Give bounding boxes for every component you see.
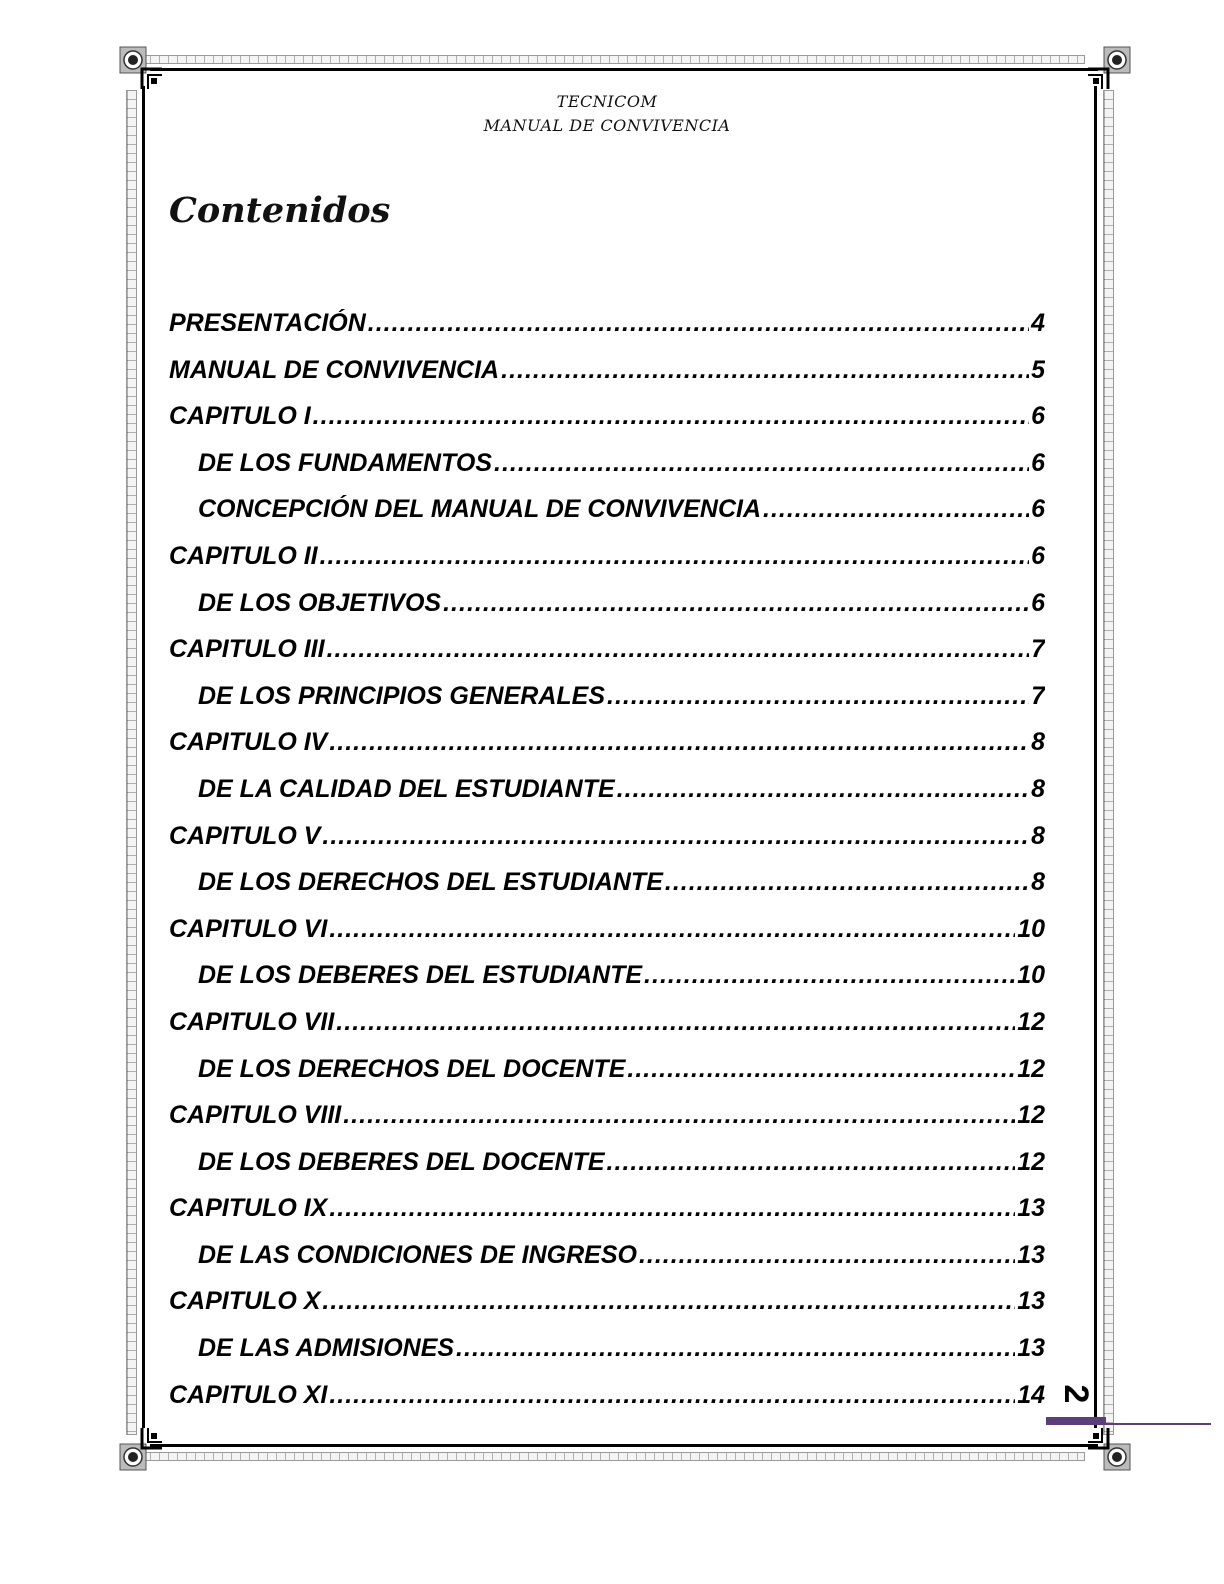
toc-dot-leader bbox=[368, 309, 1029, 338]
toc-entry-label: PRESENTACIÓN bbox=[169, 309, 366, 337]
toc-dot-leader bbox=[329, 1381, 1015, 1410]
toc-entry-page: 6 bbox=[1031, 495, 1045, 524]
corner-ornament-icon bbox=[1086, 1426, 1132, 1472]
toc-entry[interactable] bbox=[169, 822, 1045, 869]
page-number: 2 bbox=[1057, 1384, 1095, 1404]
toc-entry-page: 12 bbox=[1017, 1147, 1045, 1176]
page-number-accent-line bbox=[1106, 1423, 1211, 1425]
toc-entry-label: CAPITULO III bbox=[169, 635, 325, 664]
toc-dot-leader bbox=[343, 1101, 1015, 1130]
toc-entry[interactable] bbox=[169, 356, 1045, 403]
toc-entry-label: DE LA CALIDAD DEL ESTUDIANTE bbox=[198, 774, 615, 803]
toc-entry-page: 5 bbox=[1031, 355, 1045, 384]
toc-entry[interactable] bbox=[169, 1055, 1045, 1102]
toc-entry-label: DE LOS PRINCIPIOS GENERALES bbox=[198, 681, 606, 710]
toc-entry-page: 12 bbox=[1017, 1007, 1045, 1036]
toc-entry[interactable] bbox=[169, 402, 1045, 449]
toc-entry[interactable] bbox=[169, 775, 1045, 822]
toc-entry[interactable] bbox=[169, 1148, 1045, 1195]
toc-entry-label: CAPITULO VI bbox=[169, 914, 328, 943]
toc-entry-page: 13 bbox=[1017, 1334, 1045, 1363]
toc-dot-leader bbox=[329, 915, 1015, 944]
toc-dot-leader bbox=[322, 822, 1029, 851]
toc-dot-leader bbox=[665, 868, 1029, 897]
toc-entry-page: 6 bbox=[1031, 448, 1045, 477]
toc-entry-page: 12 bbox=[1017, 1101, 1045, 1130]
toc-dot-leader bbox=[327, 635, 1030, 664]
toc-entry[interactable] bbox=[169, 1241, 1045, 1288]
toc-entry[interactable] bbox=[169, 1287, 1045, 1334]
toc-entry-page: 8 bbox=[1031, 868, 1045, 897]
toc-entry-page: 6 bbox=[1031, 588, 1045, 617]
toc-entry-label: CAPITULO IX bbox=[169, 1194, 328, 1223]
toc-dot-leader bbox=[336, 1008, 1015, 1037]
toc-dot-leader bbox=[617, 775, 1029, 804]
header-organization: TECNICOM bbox=[556, 92, 658, 111]
toc-title: Contenidos bbox=[169, 190, 391, 231]
toc-entry-label: DE LOS DEBERES DEL DOCENTE bbox=[198, 1147, 605, 1176]
toc-dot-leader bbox=[320, 542, 1029, 571]
toc-entry-label: DE LOS DEBERES DEL ESTUDIANTE bbox=[198, 961, 643, 990]
toc-entry-label: CAPITULO VII bbox=[169, 1007, 335, 1036]
frame-line-top bbox=[150, 68, 1098, 71]
toc-dot-leader bbox=[322, 1287, 1015, 1316]
toc-entry-label: DE LOS OBJETIVOS bbox=[198, 588, 442, 617]
toc-entry[interactable] bbox=[169, 915, 1045, 962]
page-number-accent-bar bbox=[1046, 1417, 1106, 1425]
border-strip-top bbox=[140, 55, 1085, 64]
toc-entry[interactable] bbox=[169, 495, 1045, 542]
toc-entry[interactable] bbox=[169, 449, 1045, 496]
toc-entry[interactable] bbox=[169, 682, 1045, 729]
toc-entry-label: CONCEPCIÓN DEL MANUAL DE CONVIVENCIA bbox=[198, 495, 762, 524]
toc-entry-label: CAPITULO X bbox=[169, 1287, 321, 1316]
border-strip-bottom bbox=[140, 1452, 1085, 1461]
toc-entry-page: 13 bbox=[1017, 1194, 1045, 1223]
toc-entry-page: 7 bbox=[1031, 681, 1045, 710]
header-document-title: MANUAL DE CONVIVENCIA bbox=[483, 116, 731, 135]
toc-entry-page: 14 bbox=[1017, 1380, 1045, 1409]
corner-ornament-icon bbox=[118, 45, 164, 91]
toc-dot-leader bbox=[627, 1055, 1015, 1084]
toc-entry-label: DE LAS ADMISIONES bbox=[198, 1334, 455, 1363]
toc-entry-page: 6 bbox=[1031, 541, 1045, 570]
frame-line-left bbox=[142, 86, 145, 1428]
toc-entry[interactable] bbox=[169, 1381, 1045, 1428]
toc-entry[interactable] bbox=[169, 1101, 1045, 1148]
toc-entry[interactable] bbox=[169, 1334, 1045, 1381]
toc-entry-page: 12 bbox=[1017, 1054, 1045, 1083]
corner-ornament-icon bbox=[118, 1426, 164, 1472]
toc-entry-page: 10 bbox=[1017, 914, 1045, 943]
toc-dot-leader bbox=[329, 1194, 1015, 1223]
toc-dot-leader bbox=[313, 402, 1029, 431]
border-strip-right bbox=[1103, 90, 1114, 1435]
toc-entry-label: CAPITULO VIII bbox=[169, 1101, 342, 1130]
toc-entry[interactable] bbox=[169, 542, 1045, 589]
running-header bbox=[0, 90, 1214, 138]
toc-entry-page: 8 bbox=[1031, 728, 1045, 757]
toc-entry-page: 8 bbox=[1031, 821, 1045, 850]
toc-entry-page: 13 bbox=[1017, 1287, 1045, 1316]
corner-ornament-icon bbox=[1086, 45, 1132, 91]
toc-list bbox=[169, 309, 1045, 1427]
toc-entry-label: DE LOS FUNDAMENTOS bbox=[198, 448, 492, 477]
toc-entry-label: CAPITULO II bbox=[169, 541, 318, 570]
toc-entry-label: MANUAL DE CONVIVENCIA bbox=[169, 355, 500, 384]
toc-dot-leader bbox=[644, 961, 1015, 990]
toc-entry-page: 7 bbox=[1031, 635, 1045, 664]
toc-entry-page: 13 bbox=[1017, 1240, 1045, 1269]
toc-entry-label: DE LAS CONDICIONES DE INGRESO bbox=[198, 1240, 637, 1269]
toc-entry-label: DE LOS DERECHOS DEL DOCENTE bbox=[198, 1054, 626, 1083]
toc-dot-leader bbox=[443, 589, 1029, 618]
toc-entry-page: 8 bbox=[1031, 774, 1045, 803]
frame-line-bottom bbox=[150, 1444, 1098, 1447]
toc-entry-page: 4 bbox=[1031, 309, 1045, 337]
toc-entry[interactable] bbox=[169, 589, 1045, 636]
border-strip-left bbox=[126, 90, 137, 1435]
toc-dot-leader bbox=[607, 1148, 1016, 1177]
toc-entry[interactable] bbox=[169, 309, 1045, 356]
toc-entry-page: 6 bbox=[1031, 402, 1045, 431]
toc-dot-leader bbox=[456, 1334, 1015, 1363]
toc-dot-leader bbox=[639, 1241, 1015, 1270]
toc-entry-label: DE LOS DERECHOS DEL ESTUDIANTE bbox=[198, 868, 663, 897]
frame-line-right bbox=[1094, 86, 1097, 1428]
toc-entry-label: CAPITULO XI bbox=[169, 1380, 328, 1409]
toc-entry[interactable] bbox=[169, 728, 1045, 775]
toc-dot-leader bbox=[607, 682, 1029, 711]
toc-entry[interactable] bbox=[169, 1008, 1045, 1055]
toc-entry[interactable] bbox=[169, 961, 1045, 1008]
toc-entry[interactable] bbox=[169, 635, 1045, 682]
toc-entry[interactable] bbox=[169, 1194, 1045, 1241]
toc-entry-label: CAPITULO V bbox=[169, 821, 321, 850]
toc-dot-leader bbox=[494, 449, 1029, 478]
toc-entry-page: 10 bbox=[1017, 961, 1045, 990]
toc-entry-label: CAPITULO I bbox=[169, 402, 311, 431]
toc-dot-leader bbox=[329, 728, 1029, 757]
toc-dot-leader bbox=[763, 495, 1029, 524]
toc-dot-leader bbox=[501, 356, 1029, 385]
toc-entry-label: CAPITULO IV bbox=[169, 728, 328, 757]
toc-entry[interactable] bbox=[169, 868, 1045, 915]
